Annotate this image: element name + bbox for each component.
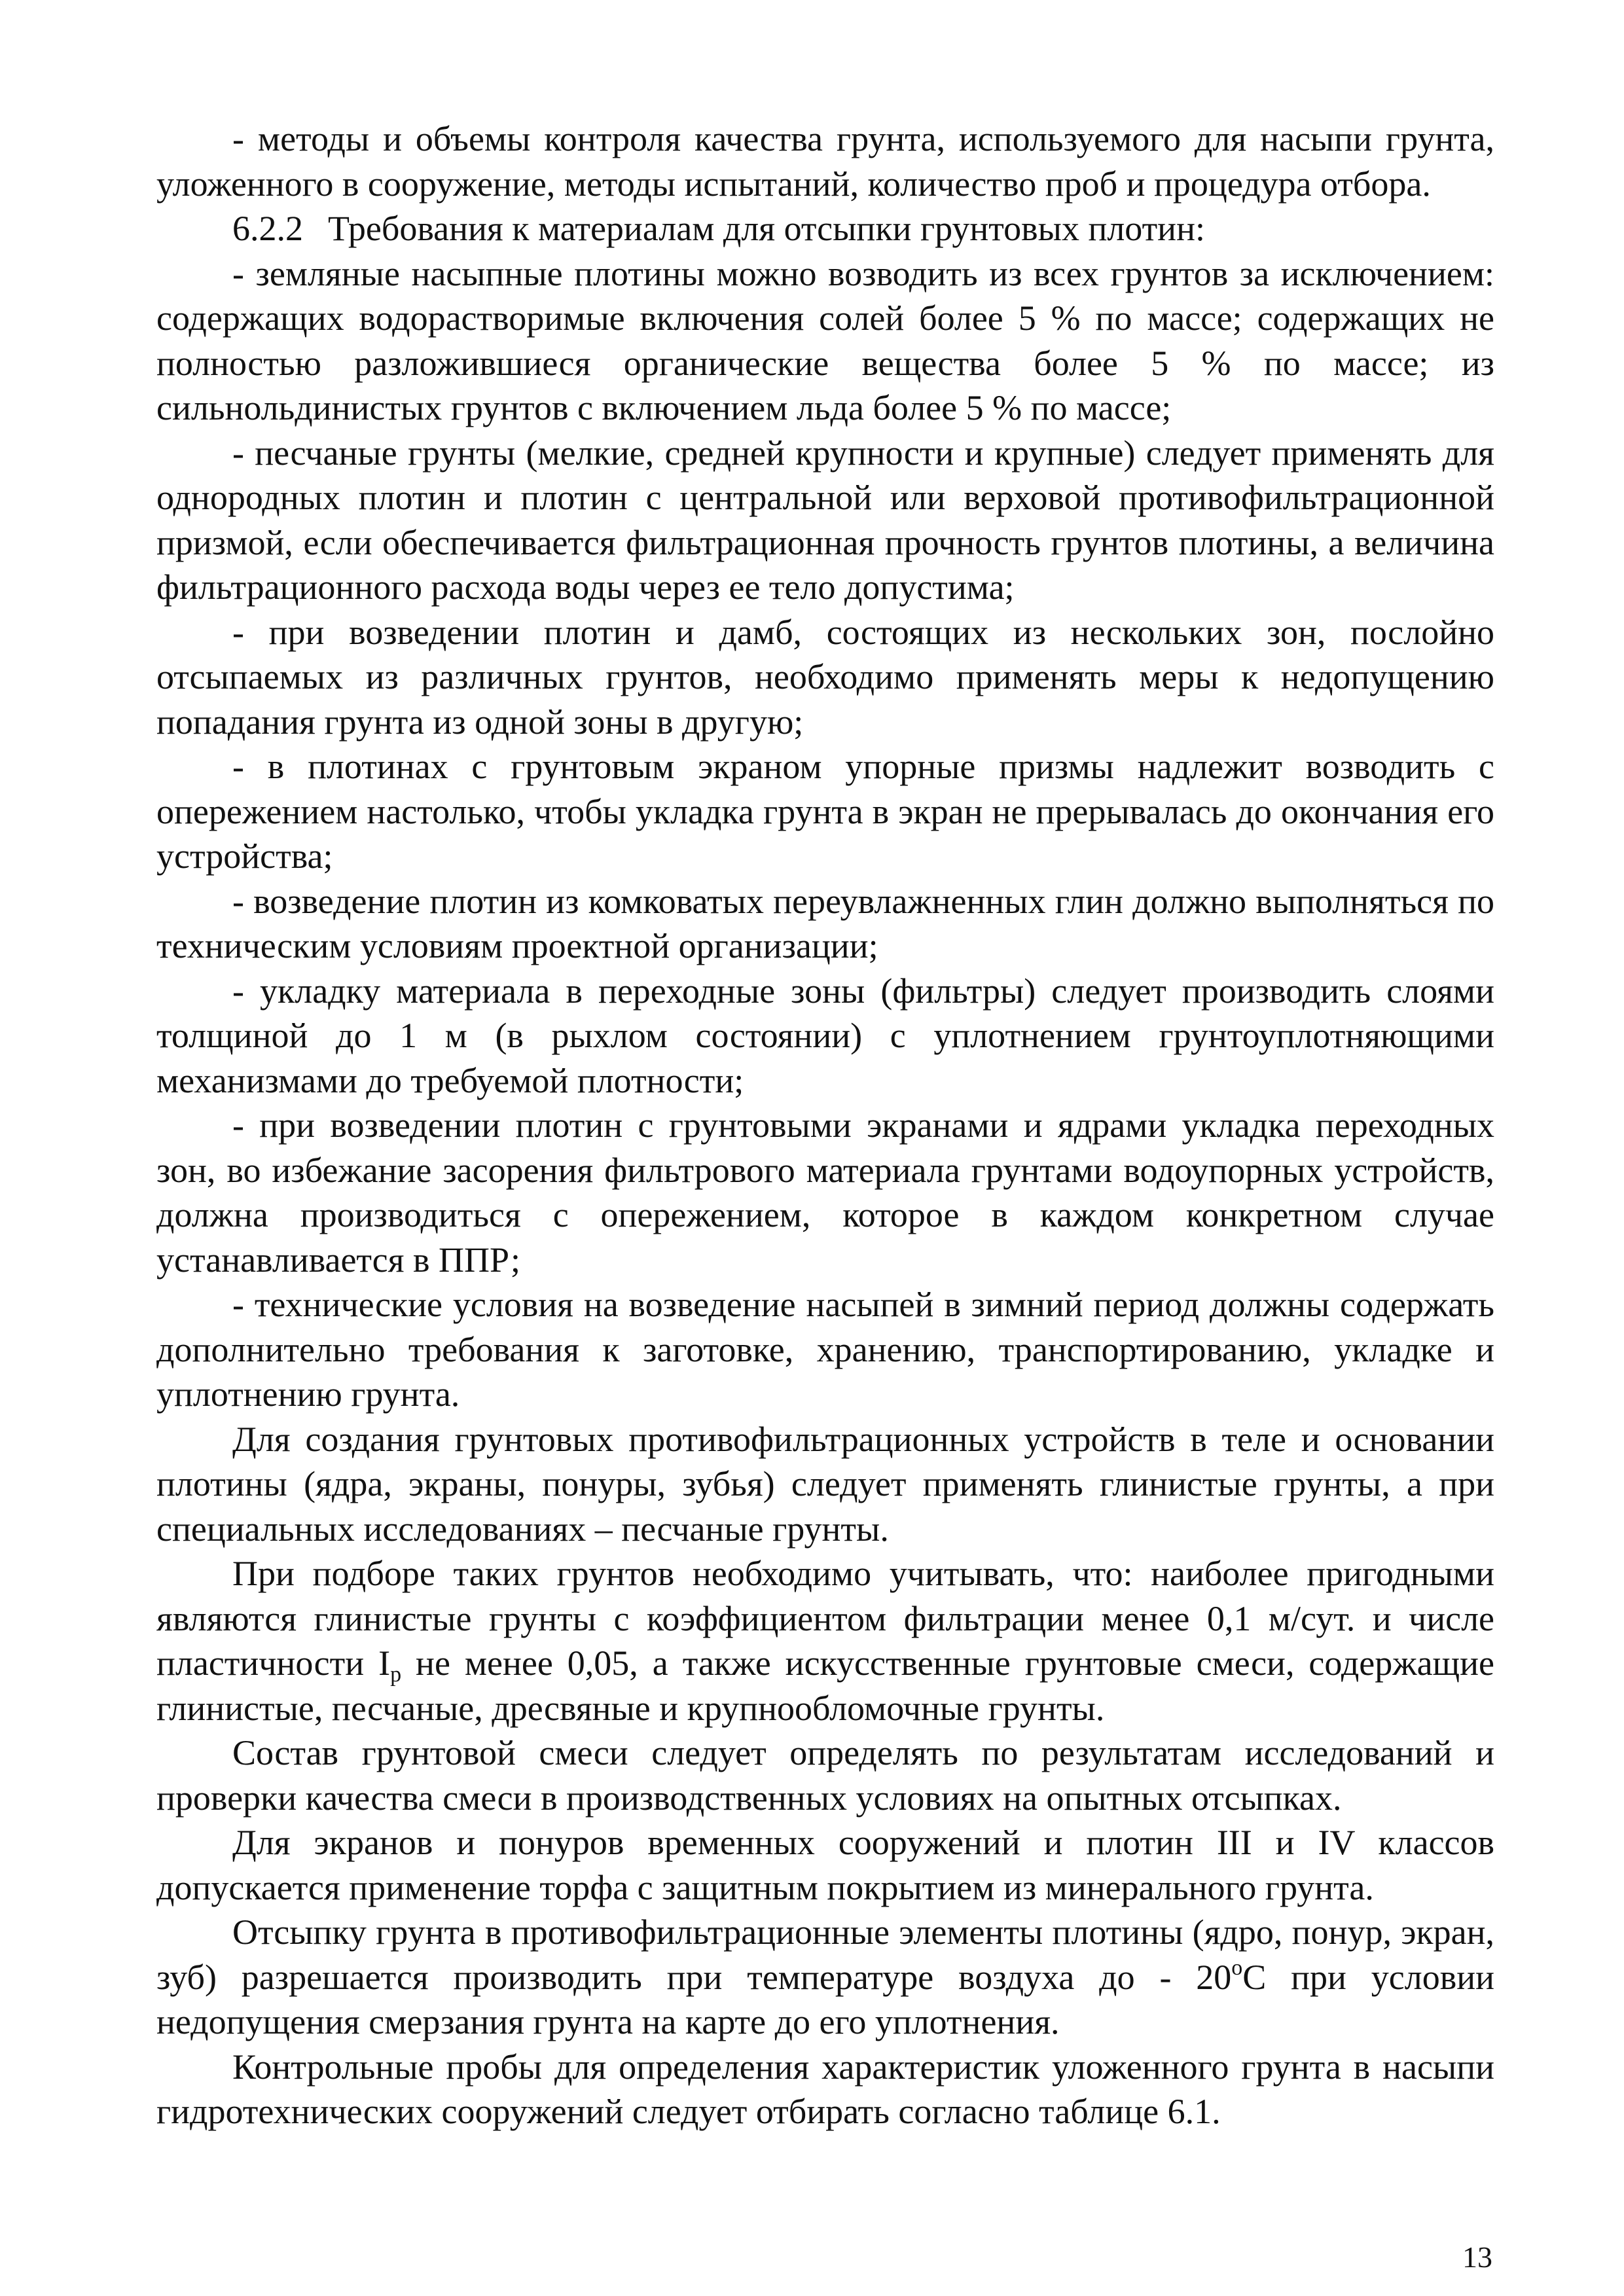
paragraph: Состав грунтовой смеси следует определять по результатам исследований и проверки качества смеси в производственных условиях на опытных отсыпках. bbox=[156, 1733, 1494, 1818]
list-item: - в плотинах с грунтовым экраном упорные призмы надлежит возводить с опережением настолько, чтобы укладка грунта в экран не прерывалась до окончания его устройства; bbox=[156, 747, 1494, 876]
section-title: Требования к материалам для отсыпки грунтовых плотин: bbox=[328, 209, 1205, 248]
paragraph bbox=[156, 1551, 1494, 1731]
text-run: С при условии недопущения смерзания грунта на карте до его уплотнения. bbox=[156, 1957, 1494, 2041]
list-item: - при возведении плотин и дамб, состоящих из нескольких зон, послойно отсыпаемых из различных грунтов, необходимо применять меры к недопущению попадания грунта из одной зоны в другую; bbox=[156, 612, 1494, 742]
text-run: При подборе таких грунтов необходимо учитывать, что: наиболее пригодными являются глинистые грунты с коэффициентом фильтрации менее 0,1 м/сут. и числе пластичности I bbox=[156, 1554, 1494, 1683]
page-number: 13 bbox=[1462, 2240, 1492, 2274]
list-item: - при возведении плотин с грунтовыми экранами и ядрами укладка переходных зон, во избежание засорения фильтрового материала грунтами водоупорных устройств, должна производиться с опережением, которое в каждом конкретном случае устанавливается в ППР; bbox=[156, 1105, 1494, 1280]
list-item: - укладку материала в переходные зоны (фильтры) следует производить слоями толщиной до 1 м (в рыхлом состоянии) с уплотнением грунтоуплотняющими механизмами до требуемой плотности; bbox=[156, 971, 1494, 1100]
list-item: - возведение плотин из комковатых переувлажненных глин должно выполняться по техническим условиям проектной организации; bbox=[156, 881, 1494, 965]
text-run: не менее 0,05, а также искусственные грунтовые смеси, содержащие глинистые, песчаные, дресвяные и крупнообломочные грунты. bbox=[156, 1643, 1494, 1728]
paragraph bbox=[156, 1910, 1494, 2045]
body-text bbox=[156, 117, 1494, 2134]
text-run: Отсыпку грунта в противофильтрационные элементы плотины (ядро, понур, экран, зуб) разрешается производить при температуре воздуха до - 20 bbox=[156, 1912, 1494, 1997]
section-number: 6.2.2 bbox=[232, 209, 303, 248]
paragraph: Контрольные пробы для определения характеристик уложенного грунта в насыпи гидротехнических сооружений следует отбирать согласно таблице 6.1. bbox=[156, 2047, 1494, 2131]
list-item: - песчаные грунты (мелкие, средней крупности и крупные) следует применять для однородных плотин и плотин с центральной или верховой противофильтрационной призмой, если обеспечивается фильтрационная прочность грунтов плотины, а величина фильтрационного расхода воды через ее тело допустима; bbox=[156, 433, 1494, 607]
section-heading bbox=[156, 206, 1494, 251]
list-item: - методы и объемы контроля качества грунта, используемого для насыпи грунта, уложенного в сооружение, методы испытаний, количество проб и процедура отбора. bbox=[156, 119, 1494, 204]
subscript: p bbox=[390, 1662, 402, 1687]
superscript: о bbox=[1231, 1955, 1243, 1980]
paragraph: Для экранов и понуров временных сооружений и плотин III и IV классов допускается применение торфа с защитным покрытием из минерального грунта. bbox=[156, 1823, 1494, 1907]
paragraph: Для создания грунтовых противофильтрационных устройств в теле и основании плотины (ядра, экраны, понуры, зубья) следует применять глинистые грунты, а при специальных исследованиях – песчаные грунты. bbox=[156, 1419, 1494, 1549]
list-item: - технические условия на возведение насыпей в зимний период должны содержать дополнительно требования к заготовке, хранению, транспортированию, укладке и уплотнению грунта. bbox=[156, 1285, 1494, 1414]
list-item: - земляные насыпные плотины можно возводить из всех грунтов за исключением: содержащих водорастворимые включения солей более 5 % по массе; содержащих не полностью разложившиеся органические вещества более 5 % по массе; из сильнольдинистых грунтов с включением льда более 5 % по массе; bbox=[156, 253, 1494, 427]
